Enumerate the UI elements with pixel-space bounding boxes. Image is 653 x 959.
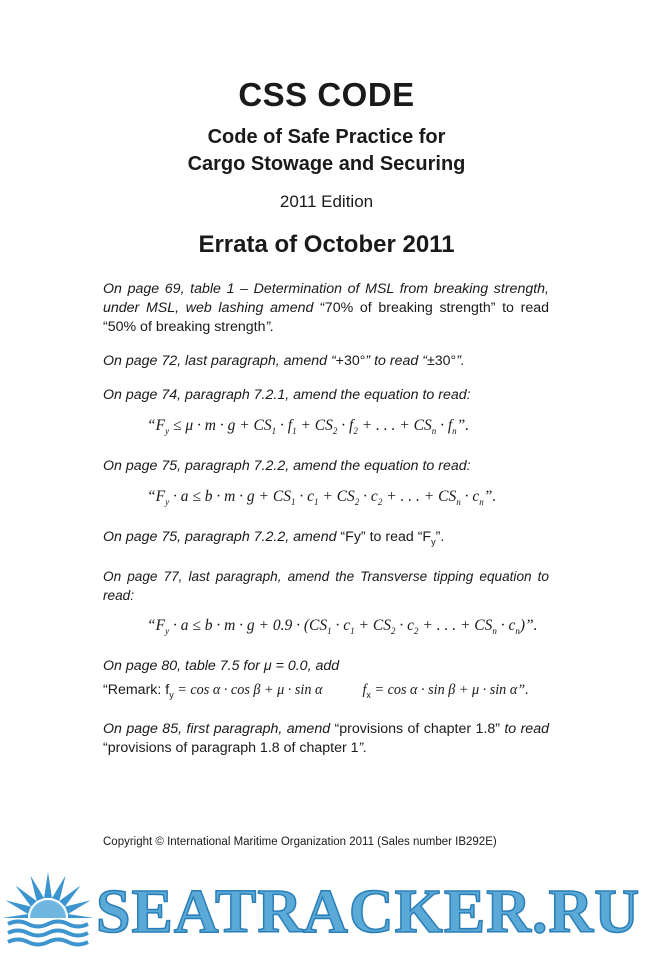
remark-sub-y: y bbox=[169, 689, 174, 700]
errata-item-5 bbox=[103, 528, 549, 552]
errata-item-2-new-value: ±30° bbox=[426, 353, 457, 369]
page-title: CSS CODE bbox=[238, 76, 415, 113]
errata-item-5-tail: ”. bbox=[435, 529, 445, 546]
errata-list bbox=[103, 280, 549, 773]
copyright-notice: Copyright © International Maritime Organization 2011 (Sales number IB292E) bbox=[103, 836, 497, 848]
errata-item-8-quote-1: “provisions of chapter 1.8” bbox=[330, 720, 500, 737]
errata-item-8 bbox=[103, 720, 549, 758]
remark-sub-x: x bbox=[366, 689, 371, 700]
page-subtitle bbox=[0, 124, 653, 178]
equation-1: “$F_y \le \mu \cdot m \cdot g + CS_1 \cdot f_1 + CS_2 \cdot f_2$ + . . . + $CS_n \cdot f_n$”. bbox=[147, 417, 470, 437]
errata-item-8-mid: to read bbox=[499, 720, 549, 737]
remark-line bbox=[103, 681, 549, 705]
sun-burst-icon bbox=[0, 872, 96, 959]
errata-item-3: On page 74, paragraph 7.2.1, amend the equation to read: bbox=[103, 387, 471, 403]
errata-heading: Errata of October 2011 bbox=[198, 231, 455, 258]
errata-item-8-tail: ”. bbox=[358, 739, 368, 756]
errata-item-1 bbox=[103, 280, 549, 337]
errata-item-1-text: “70% of breaking strength” to read “50% of breaking strength bbox=[103, 300, 549, 335]
errata-item-5-sub: y bbox=[431, 537, 436, 548]
remark-f2-label: f bbox=[362, 682, 367, 699]
errata-item-5-text: “Fy” to read “F bbox=[336, 529, 432, 546]
errata-item-1-tail: ”. bbox=[265, 319, 275, 335]
errata-item-7: On page 80, table 7.5 for μ = 0.0, add bbox=[103, 658, 340, 675]
errata-item-2 bbox=[103, 352, 549, 371]
subtitle-line-1: Code of Safe Practice for bbox=[207, 126, 446, 148]
remark-formula-2: = cos α · sin β + μ · sin α”. bbox=[370, 682, 529, 699]
remark-label: “Remark: f bbox=[103, 682, 170, 699]
watermark-text: SEATRACKER.RU bbox=[96, 878, 641, 946]
errata-item-2-old-value: +30° bbox=[335, 353, 366, 369]
errata-item-2-lead: On page 72, last paragraph, amend “ bbox=[103, 353, 336, 369]
equation-2: “$F_y \cdot a \le b \cdot m \cdot g + CS_1 \cdot c_1 + CS_2 \cdot c_2$ + . . . + $CS_n \cdot c_n$”. bbox=[147, 488, 497, 508]
errata-item-8-quote-2: “provisions of paragraph 1.8 of chapter 1 bbox=[103, 739, 359, 756]
equation-3: “$F_y \cdot a \le b \cdot m \cdot g + 0.9 \cdot (CS_1 \cdot c_1 + CS_2 \cdot c_2$ + . . . + $CS_n \cdot c_n$)”. bbox=[147, 617, 538, 637]
errata-item-6: On page 77, last paragraph, amend the Transverse tipping equation to read: bbox=[103, 569, 549, 604]
remark-formula-1: = cos α · cos β + μ · sin α bbox=[173, 682, 323, 699]
errata-item-2-tail: ”. bbox=[456, 353, 465, 369]
errata-item-1-lead: On page 69, table 1 – Determination of MSL from breaking strength, under MSL, web lashing amend bbox=[103, 281, 549, 316]
edition-label: 2011 Edition bbox=[279, 192, 374, 211]
errata-item-2-mid: ” to read “ bbox=[365, 353, 427, 369]
errata-item-8-lead: On page 85, first paragraph, amend bbox=[103, 720, 331, 737]
subtitle-line-2: Cargo Stowage and Securing bbox=[187, 153, 466, 175]
errata-item-5-lead: On page 75, paragraph 7.2.2, amend bbox=[103, 529, 337, 546]
errata-item-4: On page 75, paragraph 7.2.2, amend the equation to read: bbox=[103, 458, 471, 475]
